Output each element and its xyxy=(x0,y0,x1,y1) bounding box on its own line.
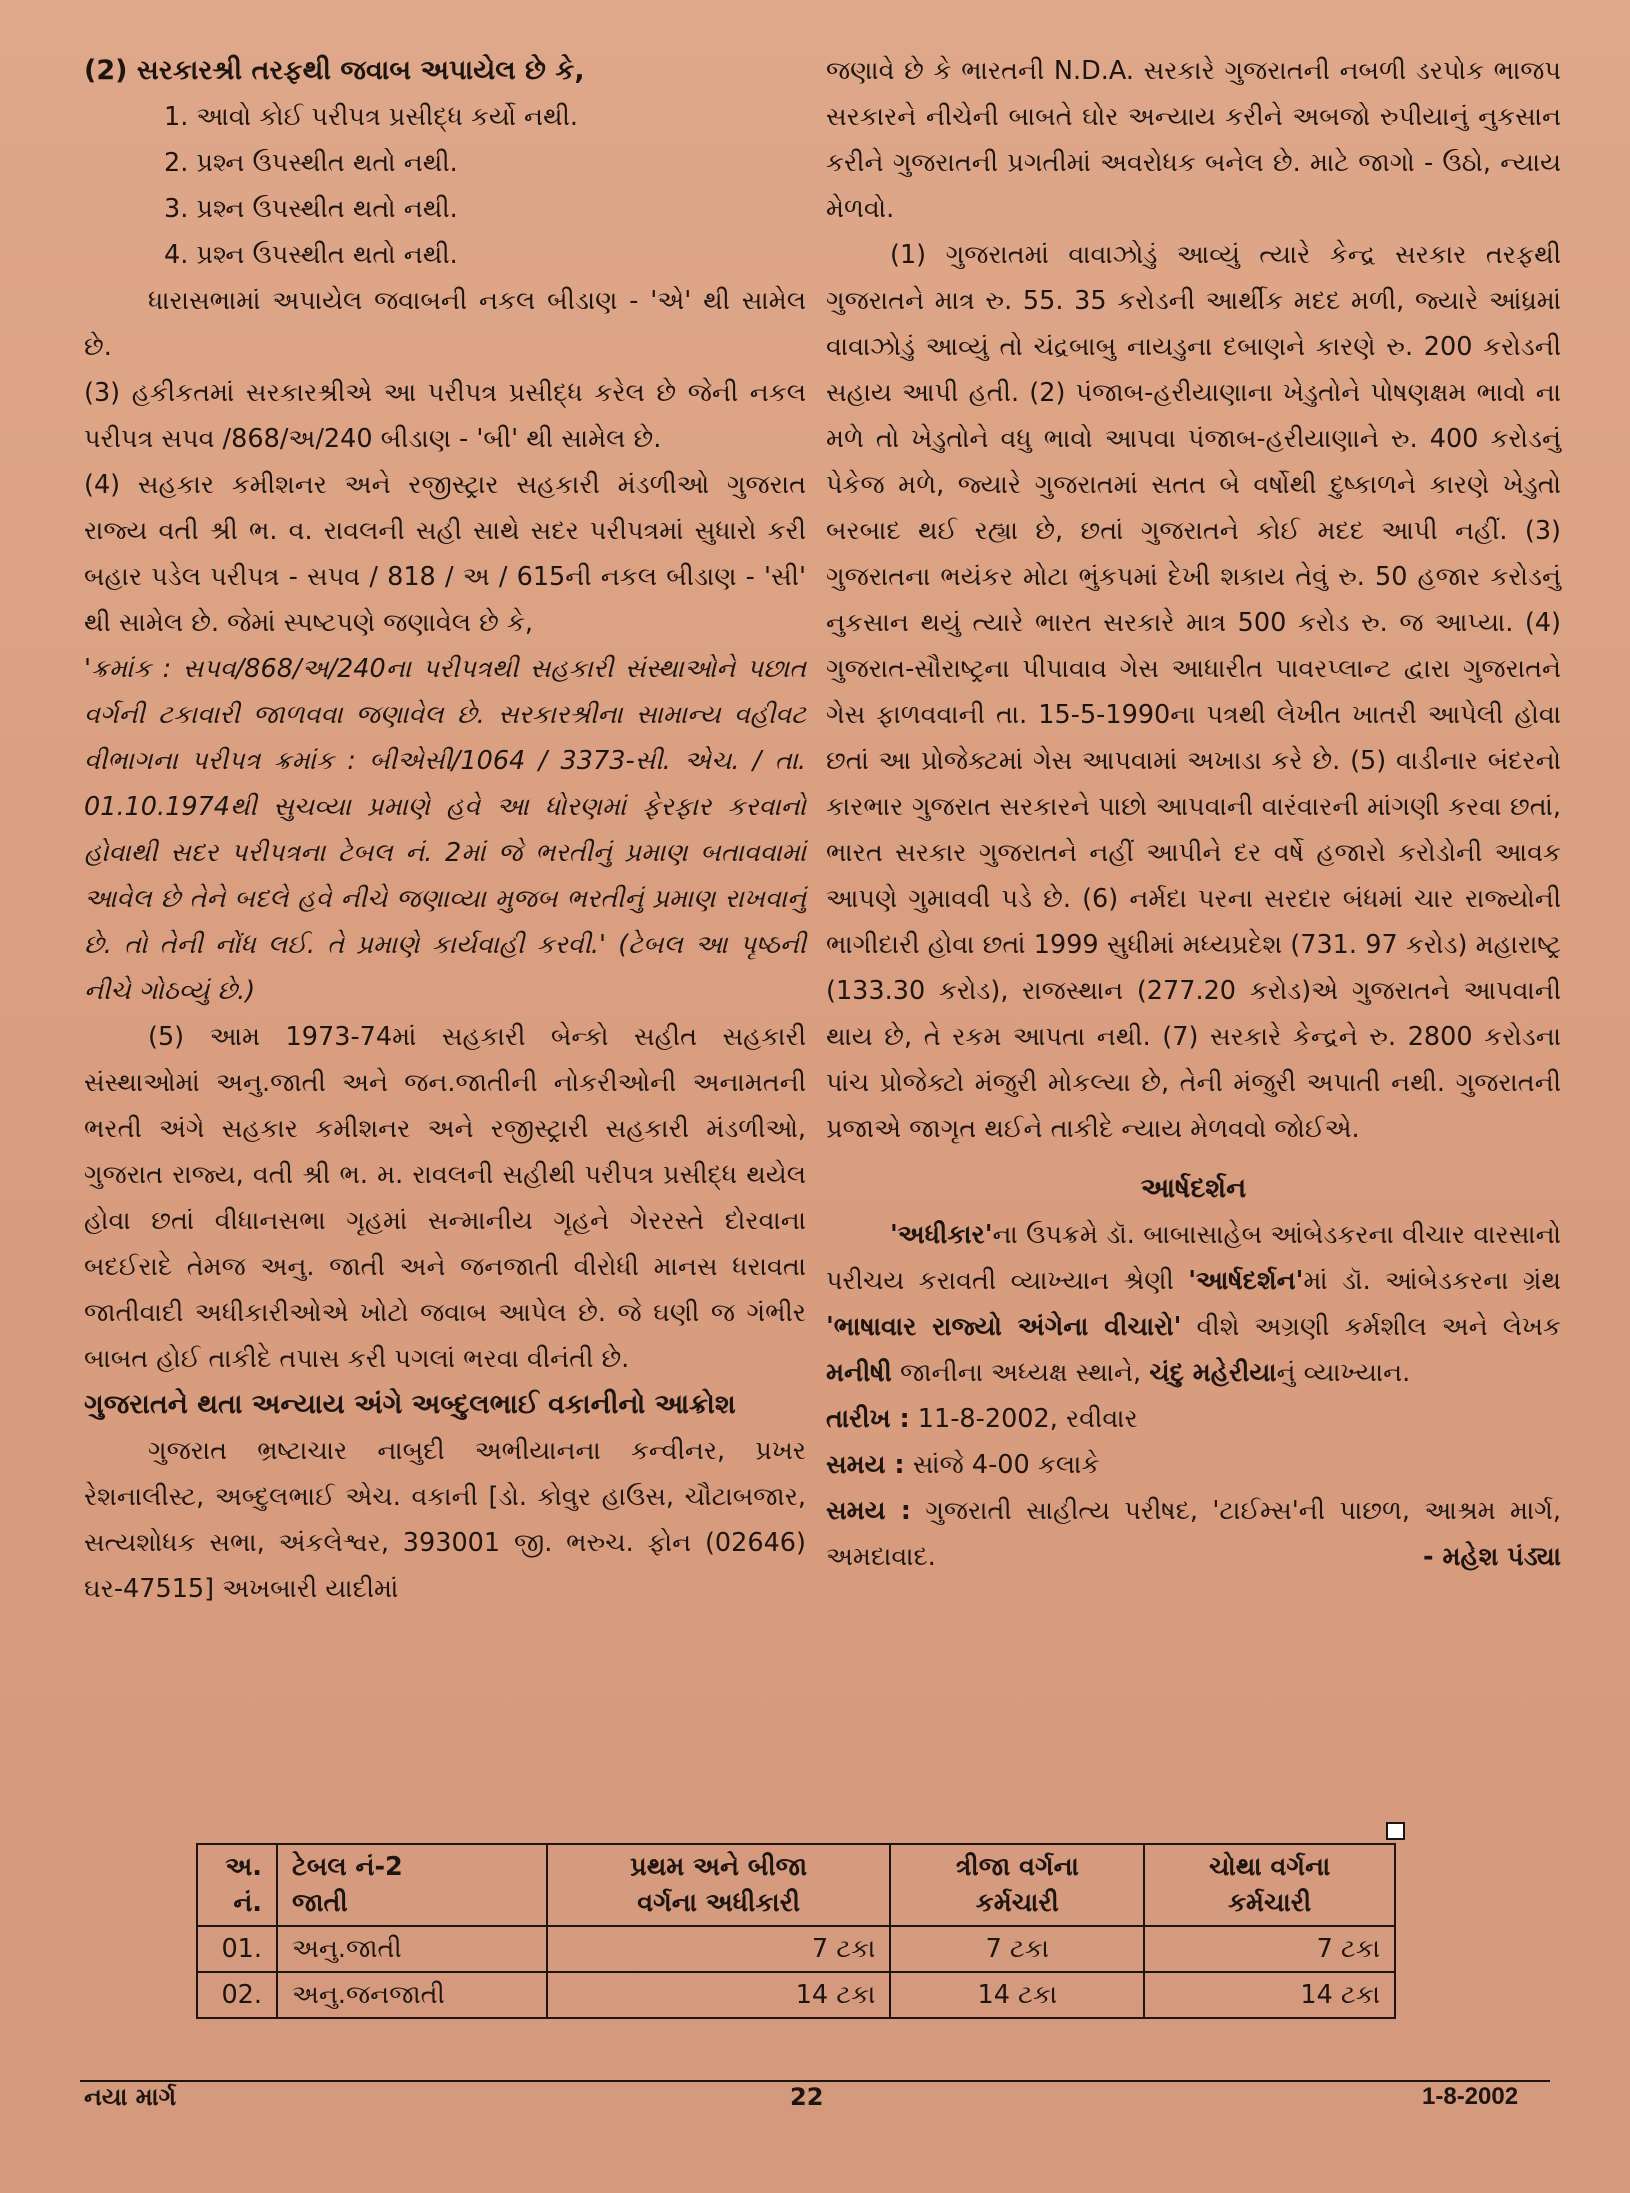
answer-list xyxy=(164,94,806,278)
header-no xyxy=(197,1844,277,1926)
header-caste xyxy=(277,1844,547,1926)
end-mark-icon xyxy=(1386,1822,1405,1840)
header-class3 xyxy=(890,1844,1144,1926)
vakani-paragraph: ગુજરાત ભ્રષ્ટાચાર નાબુદી અભીયાનના કન્વીનર, પ્રખર રેશનાલીસ્ટ, અબ્દુલભાઈ એચ. વકાની [ડો. કોવુર હાઉસ, ચૌટાબજાર, સત્યશોધક સભા, અંકલેશ્વર, 393001 જી. ભરુચ. ફોન (02646) ઘર-47515] અખબારી યાદીમાં xyxy=(84,1436,806,1604)
row-class3: 7 ટકા xyxy=(890,1926,1144,1972)
header-class12-line2: વર્ગના અધીકારી xyxy=(637,1888,801,1918)
event-venue xyxy=(826,1488,1561,1580)
issue-date: 1-8-2002 xyxy=(1422,2083,1519,2110)
adhikar-name: 'અધીકાર' xyxy=(890,1220,993,1250)
row-class3: 14 ટકા xyxy=(890,1972,1144,2018)
aarshdarshan-heading: આર્ષદર્શન xyxy=(1140,1173,1247,1204)
time-value: સાંજે 4-00 કલાકે xyxy=(904,1450,1100,1480)
paragraph-4: (4) સહકાર કમીશનર અને રજીસ્ટ્રાર સહકારી મંડળીઓ ગુજરાત રાજ્ય વતી શ્રી ભ. વ. રાવલની સહી સાથે સદર પરીપત્રમાં સુધારો કરી બહાર પડેલ પરીપત્ર - સપવ / 818 / અ / 615ની નકલ બીડાણ - 'સી' થી સામેલ છે. જેમાં સ્પષ્ટપણે જણાવેલ છે કે, xyxy=(84,470,806,638)
venue-label: સમય : xyxy=(826,1496,911,1526)
reservation-table xyxy=(196,1843,1396,2019)
row-caste: અનુ.જનજાતી xyxy=(277,1972,547,2018)
left-column xyxy=(84,48,806,1612)
aarshdarshan-name: 'આર્ષદર્શન' xyxy=(1188,1266,1304,1296)
answer-item: 3. પ્રશ્ન ઉપસ્થીત થતો નથી. xyxy=(164,194,458,224)
magazine-name: નયા માર્ગ xyxy=(84,2083,177,2111)
table-header-row xyxy=(197,1844,1395,1926)
header-no-line1: અ. xyxy=(225,1852,262,1882)
speaker-name: ચંદુ મહેરીયા xyxy=(1149,1358,1277,1388)
venue-value: ગુજરાતી સાહીત્ય પરીષદ, 'ટાઈમ્સ'ની પાછળ, આશ્રમ માર્ગ, અમદાવાદ. xyxy=(826,1496,1561,1572)
aarsh-text: વીશે અગ્રણી કર્મશીલ અને લેખક xyxy=(1181,1312,1561,1342)
event-date xyxy=(826,1396,1561,1442)
header-class12 xyxy=(547,1844,890,1926)
header-class4-line1: ચોથા વર્ગના xyxy=(1209,1852,1331,1882)
chair-name: મનીષી xyxy=(826,1358,892,1388)
page-number: 22 xyxy=(790,2083,824,2111)
aarsh-text: નું વ્યાખ્યાન. xyxy=(1276,1358,1411,1388)
signature: - મહેશ પંડ્યા xyxy=(1422,1542,1561,1572)
row-no: 02. xyxy=(197,1972,277,2018)
header-class3-line2: કર્મચારી xyxy=(975,1888,1059,1918)
event-time xyxy=(826,1442,1561,1488)
injustice-heading: ગુજરાતને થતા અન્યાય અંગે અબ્દુલભાઈ વકાનીનો આક્રોશ xyxy=(84,1389,736,1420)
header-class4-line2: કર્મચારી xyxy=(1228,1888,1312,1918)
row-caste: અનુ.જાતી xyxy=(277,1926,547,1972)
header-caste-line2: જાતી xyxy=(292,1888,348,1918)
header-caste-line1: ટેબલ નં-2 xyxy=(292,1852,403,1882)
aarsh-text: માં ડૉ. આંબેડકરના ગ્રંથ xyxy=(1303,1266,1561,1296)
continuation-paragraph: જણાવે છે કે ભારતની N.D.A. સરકારે ગુજરાતની નબળી ડરપોક ભાજપ સરકારને નીચેની બાબતે ઘોર અન્યાય કરીને અબજો રુપીયાનું નુકસાન કરીને ગુજરાતની પ્રગતીમાં અવરોધક બનેલ છે. માટે જાગો - ઉઠો, ન્યાય મેળવો. xyxy=(826,56,1561,224)
aarsh-text: ના ઉપક્રમે ડૉ. બાબાસાહેબ આંબેડકરના વીચાર વારસાનો પરીચય કરાવતી વ્યાખ્યાન શ્રેણી xyxy=(826,1220,1561,1296)
aarsh-text: જાનીના અધ્યક્ષ સ્થાને, xyxy=(891,1358,1150,1388)
paragraph-5: (5) આમ 1973-74માં સહકારી બેન્કો સહીત સહકારી સંસ્થાઓમાં અનુ.જાતી અને જન.જાતીની નોકરીઓની અનામતની ભરતી અંગે સહકાર કમીશનર અને રજીસ્ટ્રારી સહકારી મંડળીઓ, ગુજરાત રાજ્ય, વતી શ્રી ભ. મ. રાવલની સહીથી પરીપત્ર પ્રસીદ્ધ થયેલ હોવા છતાં વીધાનસભા ગૃહમાં સન્માનીય ગૃહને ગેરરસ્તે દોરવાના બદઈરાદે તેમજ અનુ. જાતી અને જનજાતી વીરોધી માનસ ધરાવતા જાતીવાદી અધીકારીઓએ ખોટો જવાબ આપેલ છે. જે ઘણી જ ગંભીર બાબત હોઈ તાકીદે તપાસ કરી પગલાં ભરવા વીનંતી છે. xyxy=(84,1022,806,1374)
attachment-paragraph: ધારાસભામાં અપાયેલ જવાબની નકલ બીડાણ - 'એ' થી સામેલ છે. xyxy=(84,286,806,362)
table-row xyxy=(197,1926,1395,1972)
quoted-circular: 'ક્રમાંક : સપવ/868/અ/240ના પરીપત્રથી સહકારી સંસ્થાઓને પછાત વર્ગની ટકાવારી જાળવવા જણાવેલ છે. સરકારશ્રીના સામાન્ય વહીવટ વીભાગના પરીપત્ર ક્રમાંક : બીએસી/1064 / 3373-સી. એચ. / તા. 01.10.1974થી સુચવ્યા પ્રમાણે હવે આ ધોરણમાં ફેરફાર કરવાનો હોવાથી સદર પરીપત્રના ટેબલ નં. 2માં જે ભરતીનું પ્રમાણ બતાવવામાં આવેલ છે તેને બદલે હવે નીચે જણાવ્યા મુજબ ભરતીનું પ્રમાણ રાખવાનું છે. તો તેની નોંધ લઈ. તે પ્રમાણે કાર્યવાહી કરવી.' (ટેબલ આ પૃષ્ઠની નીચે ગોઠવ્યું છે.) xyxy=(84,654,806,1006)
answer-item: 1. આવો કોઈ પરીપત્ર પ્રસીદ્ધ કર્યો નથી. xyxy=(164,102,578,132)
answer-item: 2. પ્રશ્ન ઉપસ્થીત થતો નથી. xyxy=(164,148,458,178)
time-label: સમય : xyxy=(826,1450,905,1480)
row-no: 01. xyxy=(197,1926,277,1972)
date-label: તારીખ : xyxy=(826,1404,910,1434)
header-class3-line1: ત્રીજા વર્ગના xyxy=(955,1852,1079,1882)
section-heading-2: (2) સરકારશ્રી તરફથી જવાબ અપાયેલ છે કે, xyxy=(84,55,585,86)
answer-item: 4. પ્રશ્ન ઉપસ્થીત થતો નથી. xyxy=(164,240,458,270)
book-title: 'ભાષાવાર રાજ્યો અંગેના વીચારો' xyxy=(826,1312,1182,1342)
table-row xyxy=(197,1972,1395,2018)
row-class4: 14 ટકા xyxy=(1144,1972,1395,2018)
grievance-list-paragraph: (1) ગુજરાતમાં વાવાઝોડું આવ્યું ત્યારે કેન્દ્ર સરકાર તરફથી ગુજરાતને માત્ર રુ. 55. 35 કરોડની આર્થીક મદદ મળી, જ્યારે આંધ્રમાં વાવાઝોડું આવ્યું તો ચંદ્રબાબુ નાયડુના દબાણને કારણે રુ. 200 કરોડની સહાય આપી હતી. (2) પંજાબ-હરીયાણાના ખેડુતોને પોષણક્ષમ ભાવો ના મળે તો ખેડુતોને વધુ ભાવો આપવા પંજાબ-હરીયાણાને રુ. 400 કરોડનું પેકેજ મળે, જ્યારે ગુજરાતમાં સતત બે વર્ષોથી દુષ્કાળને કારણે ખેડુતો બરબાદ થઈ રહ્યા છે, છતાં ગુજરાતને કોઈ મદદ આપી નહીં. (3) ગુજરાતના ભયંકર મોટા ભુંકપમાં દેખી શકાય તેવું રુ. 50 હજાર કરોડનું નુકસાન થયું ત્યારે ભારત સરકારે માત્ર 500 કરોડ રુ. જ આપ્યા. (4) ગુજરાત-સૌરાષ્ટ્રના પીપાવાવ ગેસ આધારીત પાવરપ્લાન્ટ દ્વારા ગુજરાતને ગેસ ફાળવવાની તા. 15-5-1990ના પત્રથી લેખીત ખાતરી આપેલી હોવા છતાં આ પ્રોજેક્ટમાં ગેસ આપવામાં અખાડા કરે છે. (5) વાડીનાર બંદરનો કારભાર ગુજરાત સરકારને પાછો આપવાની વારંવારની માંગણી કરવા છતાં, ભારત સરકાર ગુજરાતને નહીં આપીને દર વર્ષે હજારો કરોડોની આવક આપણે ગુમાવવી પડે છે. (6) નર્મદા પરના સરદાર બંધમાં ચાર રાજ્યોની ભાગીદારી હોવા છતાં 1999 સુધીમાં મધ્યપ્રદેશ (731. 97 કરોડ) મહારાષ્ટ્ર (133.30 કરોડ), રાજસ્થાન (277.20 કરોડ)એ ગુજરાતને આપવાની થાય છે, તે રકમ આપતા નથી. (7) સરકારે કેન્દ્રને રુ. 2800 કરોડના પાંચ પ્રોજેક્ટો મંજુરી મોકલ્યા છે, તેની મંજુરી અપાતી નથી. ગુજરાતની પ્રજાએ જાગૃત થઈને તાકીદે ન્યાય મેળવવો જોઈએ. xyxy=(826,240,1561,1144)
aarshdarshan-paragraph xyxy=(826,1212,1561,1396)
paragraph-3: (3) હકીકતમાં સરકારશ્રીએ આ પરીપત્ર પ્રસીદ્ધ કરેલ છે જેની નકલ પરીપત્ર સપવ /868/અ/240 બીડાણ - 'બી' થી સામેલ છે. xyxy=(84,378,806,454)
header-class4 xyxy=(1144,1844,1395,1926)
footer-divider xyxy=(80,2080,1550,2082)
row-class12: 14 ટકા xyxy=(547,1972,890,2018)
row-class4: 7 ટકા xyxy=(1144,1926,1395,1972)
row-class12: 7 ટકા xyxy=(547,1926,890,1972)
right-column xyxy=(826,48,1561,1580)
header-no-line2: નં. xyxy=(233,1888,262,1918)
header-class12-line1: પ્રથમ અને બીજા xyxy=(630,1852,808,1882)
date-value: 11-8-2002, રવીવાર xyxy=(909,1404,1138,1434)
